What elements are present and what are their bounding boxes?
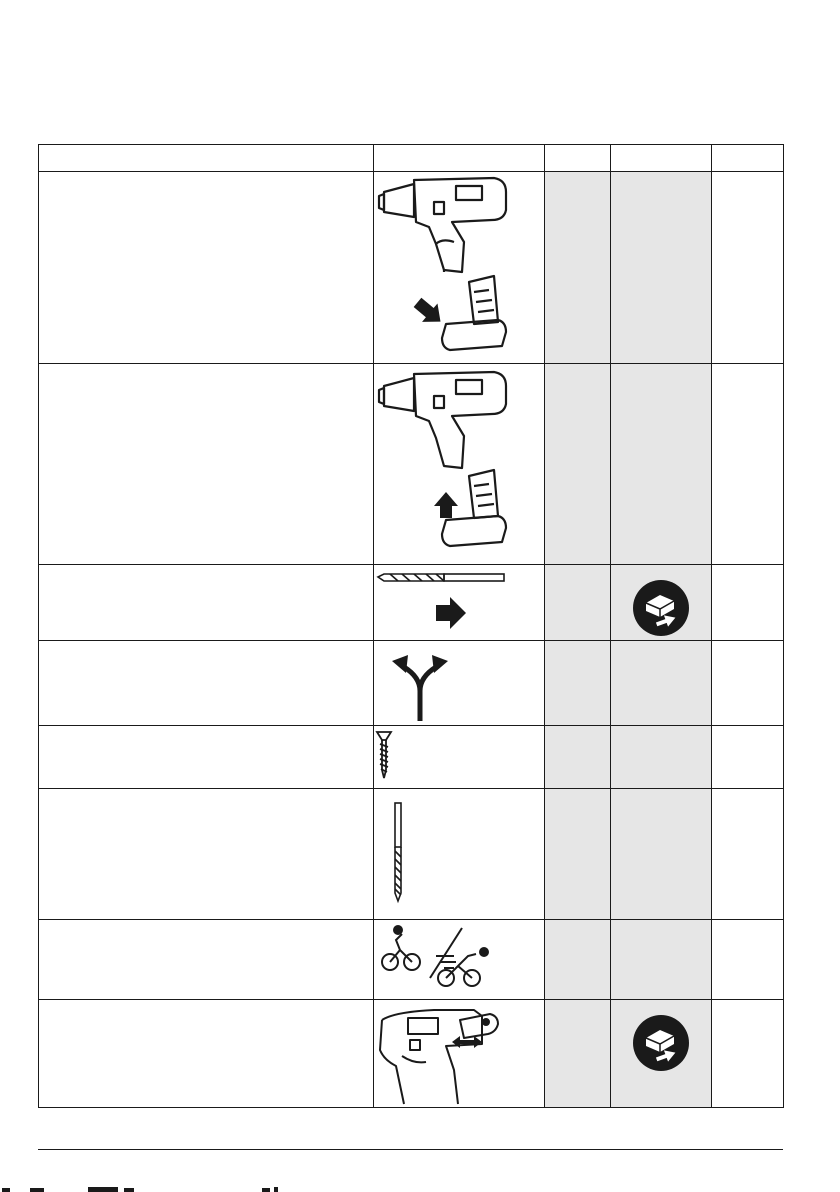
description-cell xyxy=(39,789,374,920)
illustration-cell xyxy=(374,920,545,1000)
drill-battery-remove-illustration xyxy=(374,364,545,563)
footer-rule xyxy=(38,1149,783,1150)
empty-cell xyxy=(712,641,784,726)
empty-cell xyxy=(712,726,784,789)
table-row xyxy=(39,1000,784,1108)
illustration-cell xyxy=(374,364,545,565)
empty-cell xyxy=(712,565,784,641)
shaded-cell xyxy=(545,726,611,789)
illustration-cell xyxy=(374,641,545,726)
shaded-cell xyxy=(545,172,611,364)
illustration-cell xyxy=(374,1000,545,1108)
table-row xyxy=(39,641,784,726)
shaded-cell xyxy=(545,565,611,641)
description-cell xyxy=(39,364,374,565)
table-row xyxy=(39,364,784,565)
header-cell-col4 xyxy=(611,145,712,172)
cyclist-speed-illustration xyxy=(374,920,545,998)
description-cell xyxy=(39,641,374,726)
shaded-cell xyxy=(545,641,611,726)
table-row xyxy=(39,172,784,364)
illustration-cell xyxy=(374,565,545,641)
shaded-cell xyxy=(611,641,712,726)
shaded-cell xyxy=(545,920,611,1000)
indicator-cell xyxy=(611,565,712,641)
direction-arrows-illustration xyxy=(374,641,545,724)
description-cell xyxy=(39,726,374,789)
description-cell xyxy=(39,920,374,1000)
shaded-cell xyxy=(611,726,712,789)
table-row xyxy=(39,920,784,1000)
drill-battery-insert-illustration xyxy=(374,172,545,362)
drill-bit-arrow-illustration xyxy=(374,565,545,639)
shaded-cell xyxy=(611,920,712,1000)
illustration-cell xyxy=(374,172,545,364)
table-row xyxy=(39,726,784,789)
shaded-cell xyxy=(545,1000,611,1108)
indicator-cell xyxy=(611,1000,712,1108)
battery-release-icon xyxy=(611,1000,711,1072)
description-cell xyxy=(39,172,374,364)
empty-cell xyxy=(712,364,784,565)
illustration-cell xyxy=(374,726,545,789)
description-cell xyxy=(39,565,374,641)
empty-cell xyxy=(712,920,784,1000)
empty-cell xyxy=(712,172,784,364)
header-cell-description xyxy=(39,145,374,172)
shaded-cell xyxy=(611,364,712,565)
shaded-cell xyxy=(545,364,611,565)
shaded-cell xyxy=(611,789,712,920)
description-cell xyxy=(39,1000,374,1108)
drill-bit-vertical-illustration xyxy=(374,789,545,918)
shaded-cell xyxy=(611,172,712,364)
header-cell-col5 xyxy=(712,145,784,172)
header-cell-illustration xyxy=(374,145,545,172)
feature-table xyxy=(38,144,784,1108)
battery-release-icon xyxy=(611,565,711,637)
table-row xyxy=(39,789,784,920)
table-row xyxy=(39,565,784,641)
drill-mode-switch-illustration xyxy=(374,1000,545,1106)
shaded-cell xyxy=(545,789,611,920)
empty-cell xyxy=(712,789,784,920)
screw-illustration xyxy=(374,726,545,787)
illustration-cell xyxy=(374,789,545,920)
table-header-row xyxy=(39,145,784,172)
header-cell-col3 xyxy=(545,145,611,172)
cropped-footer-text xyxy=(0,1186,840,1192)
empty-cell xyxy=(712,1000,784,1108)
